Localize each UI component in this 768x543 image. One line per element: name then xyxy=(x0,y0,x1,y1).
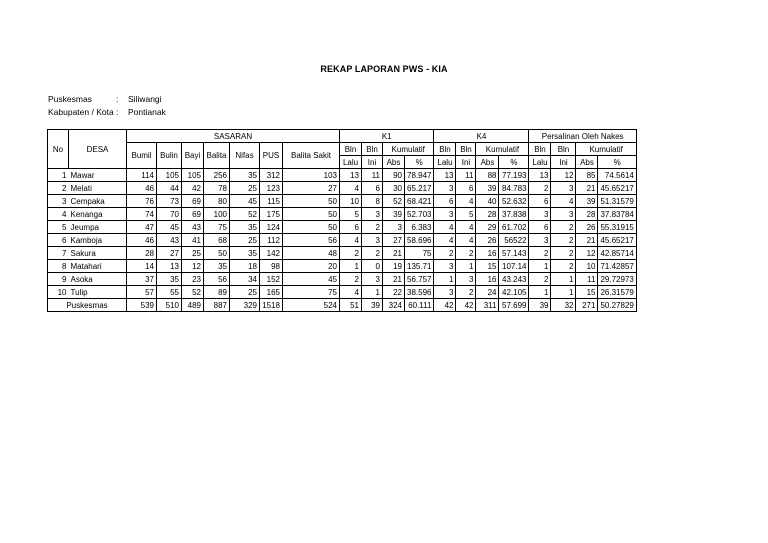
cell-no: 4 xyxy=(48,208,69,221)
table-cell: 25 xyxy=(230,182,260,195)
cell-no: 2 xyxy=(48,182,69,195)
table-cell: 4 xyxy=(340,234,362,247)
total-row xyxy=(48,299,637,312)
table-row xyxy=(48,221,637,234)
table-cell: 76 xyxy=(127,195,157,208)
table-cell: 256 xyxy=(204,169,230,182)
table-cell: 90 xyxy=(383,169,405,182)
table-cell: 13 xyxy=(340,169,362,182)
table-cell: 3 xyxy=(529,234,551,247)
cell-no: 8 xyxy=(48,260,69,273)
table-cell: 112 xyxy=(260,234,283,247)
table-cell: 26.31579 xyxy=(598,286,636,299)
table-cell: 4 xyxy=(434,221,456,234)
table-cell: 45 xyxy=(230,195,260,208)
table-cell: 12 xyxy=(551,169,576,182)
table-row xyxy=(48,195,637,208)
total-cell: 1518 xyxy=(260,299,283,312)
table-cell: 29.72973 xyxy=(598,273,636,286)
table-row xyxy=(48,208,637,221)
table-cell: 52.632 xyxy=(499,195,529,208)
table-cell: 1 xyxy=(340,260,362,273)
table-cell: 56 xyxy=(283,234,340,247)
header-pn-kumulatif: Kumulatif xyxy=(576,143,636,156)
table-cell: 0 xyxy=(362,260,383,273)
total-cell: 329 xyxy=(230,299,260,312)
table-cell: 68.421 xyxy=(405,195,434,208)
table-cell: 4 xyxy=(340,286,362,299)
header-nifas: Nifas xyxy=(230,143,260,169)
table-cell: 35 xyxy=(230,221,260,234)
table-cell: 70 xyxy=(157,208,182,221)
total-cell: 489 xyxy=(182,299,204,312)
table-cell: 3 xyxy=(434,260,456,273)
table-cell: 56.757 xyxy=(405,273,434,286)
header-k1-bln-ini: Bln xyxy=(362,143,383,156)
table-cell: 28 xyxy=(576,208,598,221)
table-cell: 45.65217 xyxy=(598,182,636,195)
table-cell: 2 xyxy=(456,286,476,299)
cell-desa: Cempaka xyxy=(69,195,127,208)
cell-desa: Jeumpa xyxy=(69,221,127,234)
table-cell: 48 xyxy=(283,247,340,260)
table-cell: 165 xyxy=(260,286,283,299)
cell-desa: Kenanga xyxy=(69,208,127,221)
table-row xyxy=(48,247,637,260)
table-cell: 1 xyxy=(529,260,551,273)
total-label: Puskesmas xyxy=(48,299,127,312)
table-cell: 21 xyxy=(383,273,405,286)
table-cell: 6 xyxy=(434,195,456,208)
table-cell: 42 xyxy=(182,182,204,195)
table-row xyxy=(48,169,637,182)
total-cell: 51 xyxy=(340,299,362,312)
table-cell: 6 xyxy=(529,221,551,234)
table-cell: 74.5614 xyxy=(598,169,636,182)
table-cell: 3 xyxy=(383,221,405,234)
table-cell: 16 xyxy=(476,247,499,260)
table-cell: 4 xyxy=(551,195,576,208)
pws-kia-table xyxy=(47,129,637,312)
table-cell: 46 xyxy=(127,234,157,247)
table-cell: 35 xyxy=(204,260,230,273)
cell-desa: Melati xyxy=(69,182,127,195)
header-pn-abs: Abs xyxy=(576,156,598,169)
table-cell: 6 xyxy=(456,182,476,195)
table-cell: 2 xyxy=(340,247,362,260)
table-cell: 57 xyxy=(127,286,157,299)
table-cell: 21 xyxy=(576,234,598,247)
table-cell: 1 xyxy=(456,260,476,273)
header-k1: K1 xyxy=(340,130,434,143)
table-cell: 105 xyxy=(182,169,204,182)
total-cell: 42 xyxy=(434,299,456,312)
table-row xyxy=(48,286,637,299)
table-cell: 10 xyxy=(340,195,362,208)
table-cell: 85 xyxy=(576,169,598,182)
table-cell: 21 xyxy=(383,247,405,260)
table-cell: 103 xyxy=(283,169,340,182)
table-cell: 115 xyxy=(260,195,283,208)
table-cell: 2 xyxy=(434,247,456,260)
table-cell: 43.243 xyxy=(499,273,529,286)
table-cell: 41 xyxy=(182,234,204,247)
table-cell: 3 xyxy=(362,208,383,221)
header-bayi: Bayi xyxy=(182,143,204,169)
table-cell: 56 xyxy=(204,273,230,286)
header-pn-bln-lalu: Bln xyxy=(529,143,551,156)
table-cell: 25 xyxy=(230,234,260,247)
header-k4-ini: Ini xyxy=(456,156,476,169)
table-cell: 11 xyxy=(576,273,598,286)
table-cell: 52 xyxy=(230,208,260,221)
table-cell: 24 xyxy=(476,286,499,299)
table-cell: 312 xyxy=(260,169,283,182)
table-cell: 5 xyxy=(340,208,362,221)
header-persalinan: Persalinan Oleh Nakes xyxy=(529,130,636,143)
table-cell: 75 xyxy=(204,221,230,234)
table-cell: 114 xyxy=(127,169,157,182)
table-cell: 46 xyxy=(127,182,157,195)
table-cell: 47 xyxy=(127,221,157,234)
table-cell: 58.696 xyxy=(405,234,434,247)
header-k4-abs: Abs xyxy=(476,156,499,169)
table-cell: 2 xyxy=(340,273,362,286)
table-cell: 19 xyxy=(383,260,405,273)
report-title: REKAP LAPORAN PWS - KIA xyxy=(320,64,448,74)
table-row xyxy=(48,260,637,273)
table-cell: 35 xyxy=(230,247,260,260)
header-pn-pct: % xyxy=(598,156,636,169)
header-k1-pct: % xyxy=(405,156,434,169)
table-cell: 75 xyxy=(283,286,340,299)
table-cell: 2 xyxy=(529,247,551,260)
table-cell: 12 xyxy=(182,260,204,273)
kabupaten-value: Pontianak xyxy=(128,107,166,117)
cell-no: 6 xyxy=(48,234,69,247)
puskesmas-separator: : xyxy=(116,94,119,104)
table-cell: 51.31579 xyxy=(598,195,636,208)
table-cell: 77.193 xyxy=(499,169,529,182)
table-cell: 74 xyxy=(127,208,157,221)
table-cell: 142 xyxy=(260,247,283,260)
table-cell: 40 xyxy=(476,195,499,208)
table-cell: 15 xyxy=(476,260,499,273)
table-cell: 50 xyxy=(283,208,340,221)
table-cell: 135.71 xyxy=(405,260,434,273)
table-cell: 43 xyxy=(182,221,204,234)
table-cell: 39 xyxy=(476,182,499,195)
table-cell: 30 xyxy=(383,182,405,195)
table-cell: 50 xyxy=(204,247,230,260)
table-cell: 124 xyxy=(260,221,283,234)
total-cell: 311 xyxy=(476,299,499,312)
table-cell: 29 xyxy=(476,221,499,234)
table-cell: 28 xyxy=(127,247,157,260)
table-cell: 1 xyxy=(529,286,551,299)
table-cell: 56522 xyxy=(499,234,529,247)
header-pn-lalu: Lalu xyxy=(529,156,551,169)
table-cell: 65.217 xyxy=(405,182,434,195)
total-cell: 510 xyxy=(157,299,182,312)
cell-no: 3 xyxy=(48,195,69,208)
table-cell: 26 xyxy=(576,221,598,234)
table-cell: 39 xyxy=(383,208,405,221)
table-cell: 15 xyxy=(576,286,598,299)
table-cell: 3 xyxy=(362,234,383,247)
table-row xyxy=(48,234,637,247)
header-desa: DESA xyxy=(69,130,127,169)
header-bumil: Bumil xyxy=(127,143,157,169)
table-cell: 39 xyxy=(576,195,598,208)
header-k1-lalu: Lalu xyxy=(340,156,362,169)
total-cell: 539 xyxy=(127,299,157,312)
table-cell: 4 xyxy=(340,182,362,195)
table-cell: 45 xyxy=(157,221,182,234)
total-cell: 324 xyxy=(383,299,405,312)
table-cell: 2 xyxy=(362,221,383,234)
table-cell: 3 xyxy=(456,273,476,286)
table-cell: 61.702 xyxy=(499,221,529,234)
puskesmas-value: Siliwangi xyxy=(128,94,162,104)
table-cell: 52 xyxy=(383,195,405,208)
table-cell: 2 xyxy=(551,260,576,273)
table-cell: 43 xyxy=(157,234,182,247)
header-balita: Balita xyxy=(204,143,230,169)
table-cell: 1 xyxy=(551,286,576,299)
table-cell: 68 xyxy=(204,234,230,247)
table-cell: 55.31915 xyxy=(598,221,636,234)
table-cell: 57.143 xyxy=(499,247,529,260)
table-cell: 6.383 xyxy=(405,221,434,234)
table-cell: 25 xyxy=(230,286,260,299)
table-cell: 78.947 xyxy=(405,169,434,182)
table-cell: 37.83784 xyxy=(598,208,636,221)
table-row xyxy=(48,182,637,195)
cell-desa: Tulip xyxy=(69,286,127,299)
table-cell: 3 xyxy=(362,273,383,286)
header-no: No xyxy=(48,130,69,169)
puskesmas-info xyxy=(48,94,162,104)
table-cell: 3 xyxy=(551,182,576,195)
cell-desa: Mawar xyxy=(69,169,127,182)
table-cell: 11 xyxy=(456,169,476,182)
table-cell: 16 xyxy=(476,273,499,286)
header-bulin: Bulin xyxy=(157,143,182,169)
table-cell: 18 xyxy=(230,260,260,273)
header-k1-abs: Abs xyxy=(383,156,405,169)
table-cell: 78 xyxy=(204,182,230,195)
table-cell: 26 xyxy=(476,234,499,247)
table-cell: 11 xyxy=(362,169,383,182)
table-cell: 84.783 xyxy=(499,182,529,195)
total-cell: 60.111 xyxy=(405,299,434,312)
table-cell: 5 xyxy=(456,208,476,221)
cell-desa: Sakura xyxy=(69,247,127,260)
table-cell: 38.596 xyxy=(405,286,434,299)
table-cell: 2 xyxy=(456,247,476,260)
table-cell: 28 xyxy=(476,208,499,221)
table-cell: 123 xyxy=(260,182,283,195)
table-cell: 42.85714 xyxy=(598,247,636,260)
table-cell: 6 xyxy=(529,195,551,208)
table-cell: 1 xyxy=(362,286,383,299)
table-cell: 45 xyxy=(283,273,340,286)
table-cell: 2 xyxy=(362,247,383,260)
table-cell: 13 xyxy=(157,260,182,273)
table-cell: 2 xyxy=(529,273,551,286)
puskesmas-label: Puskesmas xyxy=(48,94,92,104)
table-cell: 73 xyxy=(157,195,182,208)
table-cell: 37 xyxy=(127,273,157,286)
table-cell: 69 xyxy=(182,208,204,221)
table-cell: 4 xyxy=(456,221,476,234)
table-cell: 1 xyxy=(434,273,456,286)
table-cell: 100 xyxy=(204,208,230,221)
total-cell: 524 xyxy=(283,299,340,312)
header-k4-bln-lalu: Bln xyxy=(434,143,456,156)
kabupaten-info xyxy=(48,107,166,117)
cell-desa: Kamboja xyxy=(69,234,127,247)
table-cell: 27 xyxy=(283,182,340,195)
table-cell: 4 xyxy=(456,234,476,247)
table-cell: 105 xyxy=(157,169,182,182)
table-cell: 1 xyxy=(551,273,576,286)
total-cell: 39 xyxy=(529,299,551,312)
cell-no: 9 xyxy=(48,273,69,286)
header-balita-sakit: Balita Sakit xyxy=(283,143,340,169)
table-cell: 98 xyxy=(260,260,283,273)
cell-no: 10 xyxy=(48,286,69,299)
table-cell: 175 xyxy=(260,208,283,221)
header-pus: PUS xyxy=(260,143,283,169)
kabupaten-label: Kabupaten / Kota : xyxy=(48,107,119,117)
cell-desa: Matahari xyxy=(69,260,127,273)
table-cell: 45.65217 xyxy=(598,234,636,247)
table-cell: 35 xyxy=(230,169,260,182)
header-k1-ini: Ini xyxy=(362,156,383,169)
table-cell: 13 xyxy=(434,169,456,182)
table-cell: 107.14 xyxy=(499,260,529,273)
table-cell: 55 xyxy=(157,286,182,299)
table-cell: 50 xyxy=(283,195,340,208)
table-cell: 80 xyxy=(204,195,230,208)
table-cell: 6 xyxy=(340,221,362,234)
table-cell: 4 xyxy=(434,234,456,247)
total-cell: 39 xyxy=(362,299,383,312)
header-k4-pct: % xyxy=(499,156,529,169)
header-k4-lalu: Lalu xyxy=(434,156,456,169)
cell-no: 1 xyxy=(48,169,69,182)
table-cell: 21 xyxy=(576,182,598,195)
table-cell: 50 xyxy=(283,221,340,234)
table-cell: 88 xyxy=(476,169,499,182)
table-cell: 75 xyxy=(405,247,434,260)
header-k4-kumulatif: Kumulatif xyxy=(476,143,529,156)
cell-no: 7 xyxy=(48,247,69,260)
table-cell: 2 xyxy=(551,234,576,247)
table-cell: 23 xyxy=(182,273,204,286)
table-cell: 71.42857 xyxy=(598,260,636,273)
table-cell: 44 xyxy=(157,182,182,195)
table-row xyxy=(48,273,637,286)
table-cell: 25 xyxy=(182,247,204,260)
total-cell: 57.699 xyxy=(499,299,529,312)
total-cell: 50.27829 xyxy=(598,299,636,312)
table-cell: 42.105 xyxy=(499,286,529,299)
cell-no: 5 xyxy=(48,221,69,234)
table-cell: 27 xyxy=(157,247,182,260)
table-cell: 10 xyxy=(576,260,598,273)
table-cell: 3 xyxy=(551,208,576,221)
table-cell: 3 xyxy=(529,208,551,221)
table-cell: 22 xyxy=(383,286,405,299)
table-cell: 52 xyxy=(182,286,204,299)
table-body xyxy=(48,169,637,299)
table-cell: 52.703 xyxy=(405,208,434,221)
table-cell: 3 xyxy=(434,208,456,221)
total-cell: 271 xyxy=(576,299,598,312)
table-cell: 12 xyxy=(576,247,598,260)
total-cell: 32 xyxy=(551,299,576,312)
header-k4-bln-ini: Bln xyxy=(456,143,476,156)
header-k4: K4 xyxy=(434,130,529,143)
table-cell: 2 xyxy=(551,247,576,260)
table-cell: 13 xyxy=(529,169,551,182)
table-cell: 2 xyxy=(529,182,551,195)
header-pn-ini: Ini xyxy=(551,156,576,169)
header-k1-bln-lalu: Bln xyxy=(340,143,362,156)
table-cell: 34 xyxy=(230,273,260,286)
header-sasaran: SASARAN xyxy=(127,130,340,143)
table-cell: 3 xyxy=(434,286,456,299)
table-cell: 152 xyxy=(260,273,283,286)
table-cell: 35 xyxy=(157,273,182,286)
table-cell: 27 xyxy=(383,234,405,247)
total-cell: 887 xyxy=(204,299,230,312)
table-cell: 4 xyxy=(456,195,476,208)
table-cell: 3 xyxy=(434,182,456,195)
table-cell: 89 xyxy=(204,286,230,299)
table-cell: 14 xyxy=(127,260,157,273)
header-pn-bln-ini: Bln xyxy=(551,143,576,156)
table-cell: 20 xyxy=(283,260,340,273)
table-cell: 2 xyxy=(551,221,576,234)
table-cell: 37.838 xyxy=(499,208,529,221)
total-cell: 42 xyxy=(456,299,476,312)
cell-desa: Asoka xyxy=(69,273,127,286)
header-k1-kumulatif: Kumulatif xyxy=(383,143,434,156)
table-cell: 6 xyxy=(362,182,383,195)
table-cell: 69 xyxy=(182,195,204,208)
table-cell: 8 xyxy=(362,195,383,208)
